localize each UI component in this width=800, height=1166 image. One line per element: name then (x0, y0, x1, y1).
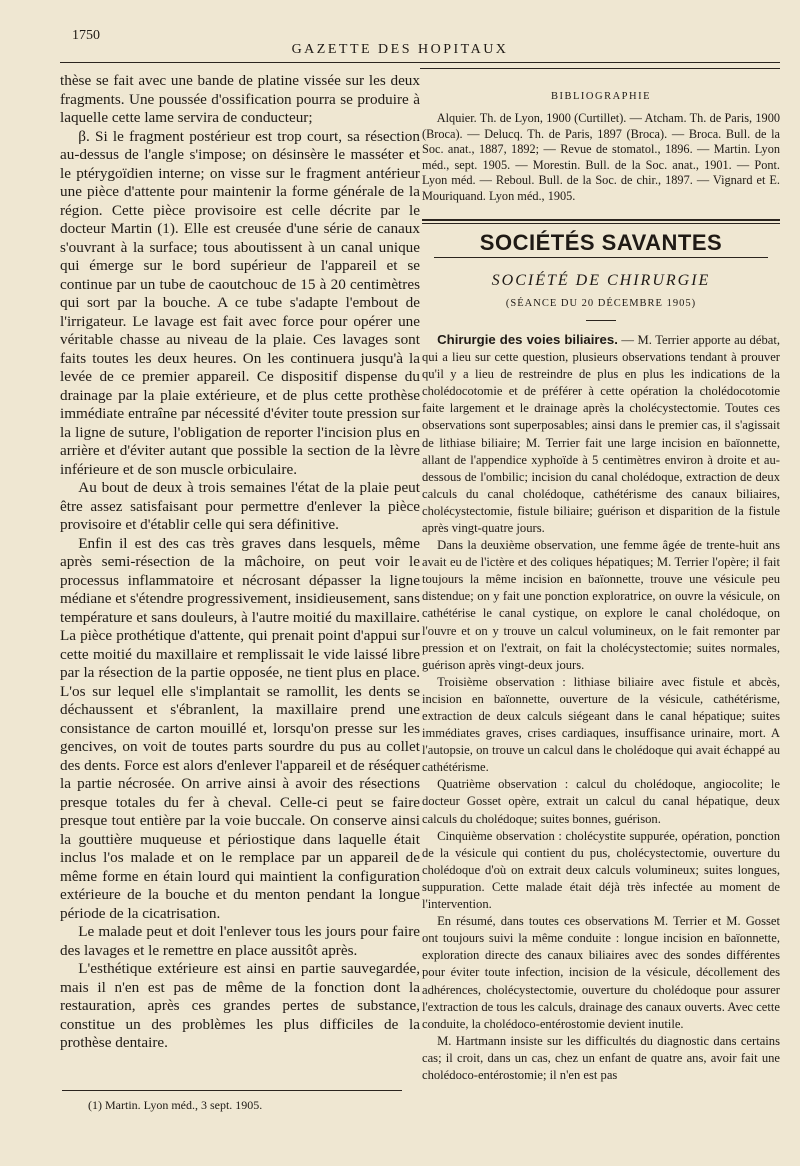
section-rule-top-thin (422, 223, 780, 224)
paragraph: thèse se fait avec une bande de platine vissée sur les deux fragments. Une poussée d'ossification pourra se produire à laquelle cette lame servira de conducteur; (60, 72, 420, 126)
section-rule-top (422, 219, 780, 221)
paragraph: Dans la deuxième observation, une femme âgée de trente-huit ans avait eu de l'ictère et des coliques hépatiques; M. Terrier l'opère; il fait toujours la même incision en baïonnette, trouve une vésicule peu distendue; on y fait une ponction exploratrice, on ouvre la vésicule, on cathétérise le canal cystique, on explore le canal cholédoque, on l'ouvre et on y trouve un calcul volumineux, on le fait remonter par pression et on l'extrait, on fait la cholécystectomie; suites normales, guérison après vingt-deux jours. (422, 538, 780, 672)
paragraph: Troisième observation : lithiase biliaire avec fistule et abcès, incision en baïonnette, ouverture de la vésicule, cathétérisme, extraction de deux calculs siégeant dans le canal hépatique; suites immédiates graves, crises cardiaques, insuffisance urinaire, mort. A l'autopsie, on trouve un calcul dans le cholédoque qui avait échappé au cathétérisme. (422, 674, 780, 775)
paragraph: En résumé, dans toutes ces observations M. Terrier et M. Gosset ont toujours suivi la même conduite : longue incision en baïonnette, exploration directe des canaux biliaires avec des sondes différentes pour éviter toute infection, incision de la vésicule, décollement des adhérences, cholécystectomie, ouverture du cholédoque pour assurer l'extraction de tous les calculs, drainage des canaux ouverts. Avec cette conduite, la cholédoco-entérostomie devient inutile. (422, 914, 780, 1031)
paragraph: β. Si le fragment postérieur est trop court, sa résection au-dessus de l'angle s'impose; on désinsère le masséter et le ptérygoïdien interne; on visse sur le fragment antérieur une pièce d'attente pour maintenir la forme générale de la région. Cette pièce provisoire est celle décrite par le docteur Martin (1). Elle est creusée d'une série de canaux s'ouvrant à la surface; tous aboutissent à un canal unique qui émerge sur le bord supérieur de l'appareil et se continue par un tube de caoutchouc de 15 à 20 centimètres qui sort par la bouche. A ce tube s'adapte l'embout de l'irrigateur. Le lavage est fait avec force pour opérer une véritable chasse au niveau de la plaie. Ces lavages sont faits toutes les deux heures. On les continuera jusqu'à la levée de ce premier appareil. Ce dispositif dispense du drainage par la plaie extérieure, et de plus cette prothèse immédiate entraîne par nécessité d'éviter toute pression sur la ligne de suture, l'obligation de reporter l'incision plus en arrière et d'éviter autant que possible la section de la lèvre inférieure et de son muscle orbiculaire. (60, 127, 420, 478)
paragraph: Cinquième observation : cholécystite suppurée, opération, ponction de la vésicule qui contient du pus, cholécystectomie, ouverture du cholédoque d'où on extrait deux calculs volumineux; suites longues, suppuration. Cette malade était déjà très infectée au moment de l'intervention. (422, 828, 780, 912)
left-column (60, 72, 420, 1053)
section-title: SOCIÉTÉS SAVANTES (479, 229, 723, 255)
paragraph: Enfin il est des cas très graves dans lesquels, même après semi-résection de la mâchoire, on peut voir le processus inflammatoire et nécrosant dépasser la ligne médiane et s'étendre progressivement, insidieusement, sans température et sans douleurs, à l'autre moitié du maxillaire. La pièce prothétique d'attente, qui prenait point d'appui sur cette moitié du maxillaire et remplissait le vide laissé libre par la résection de la partie opposée, ne tient plus en place. L'os sur lequel elle s'implantait se ramollit, les dents se déchaussent et s'ébranlent, la maxillaire prend une consistance de carton mouillé et, lorsqu'on presse sur les gencives, on voit de toutes parts sourdre du pus au collet des dents. Force est alors d'enlever l'appareil et de réséquer la partie nécrosée. On arrive ainsi à avoir des résections presque totales du fer à cheval. Celle-ci peut se faire presque tout entière par la voie buccale. On conserve ainsi la gouttière muqueuse et périostique dans laquelle était inclus l'os malade et on le remplace par un appareil de même forme en étain lourd qui maintient la configuration extérieure de la bouche et du menton pendant la longue période de la cicatrisation. (60, 534, 420, 922)
running-title: GAZETTE DES HOPITAUX (291, 42, 509, 57)
paragraph: L'esthétique extérieure est ainsi en partie sauvegardée, mais il n'en est pas de même de la fonction dont la restauration, après ces grandes pertes de substance, constitue un des problèmes les plus difficiles de la prothèse dentaire. (60, 960, 420, 1051)
footnote: (1) Martin. Lyon méd., 3 sept. 1905. (88, 1098, 263, 1112)
header-rule (60, 62, 780, 63)
society-title: SOCIÉTÉ DE CHIRURGIE (491, 271, 711, 289)
page-number: 1750 (72, 28, 100, 43)
header-rule-right (420, 68, 780, 69)
short-divider (586, 320, 616, 321)
paragraph (422, 331, 780, 537)
footnote-rule (62, 1090, 402, 1091)
bibliography-text: Alquier. Th. de Lyon, 1900 (Curtillet). — Atcham. Th. de Paris, 1900 (Broca). — Delucq. Th. de Paris, 1897 (Broca). — Broca. Bull. de la Soc. anat., 1887, 1892; — Revue de stomatol., 1896. — Martin. Lyon méd., sept. 1905. — Morestin. Bull. de la Soc. anat., 1901. — Pont. Lyon méd. — Reboul. Bull. de la Soc. de chir., 1897. — Vignard et E. Mouriquand. Lyon méd., 1905. (422, 111, 780, 204)
topic-heading: Chirurgie des voies biliaires. (437, 331, 618, 347)
paragraph: Le malade peut et doit l'enlever tous les jours pour faire des lavages et le remettre en place aussitôt après. (60, 923, 420, 959)
paragraph: M. Hartmann insiste sur les difficultés du diagnostic dans certains cas; il croit, dans un cas, chez un enfant de quatre ans, avoir fait une cholédoco-entérostomie; il n'en est pas (422, 1033, 780, 1082)
paragraph-text: — M. Terrier apporte au débat, qui a lieu sur cette question, plusieurs observations tendant à prouver qu'il y a lieu de restreindre de plus en plus les indications de la cholédocotomie et de préférer à cette opération la cholédocotomie faite largement et le drainage après la cholécystectomie. Toutes ces observations sont superposables; ainsi dans le premier cas, il s'agissait de lithiase biliaire; M. Terrier fait une large incision en baïonnette, allant de l'appendice xyphoïde à 5 centimètres environ à droite et au-dessous de l'ombilic; incision du canal cholédoque, extraction de deux calculs du canal cholédoque, cathétérisme des canaux biliaires, cholécystectomie, fistule biliaire; guérison et disparition de la fistule après vingt-quatre jours. (422, 332, 780, 535)
section-rule-bottom (434, 257, 768, 258)
right-column (422, 88, 780, 1084)
paragraph: Quatrième observation : calcul du cholédoque, angiocolite; le docteur Gosset opère, extrait un calcul du canal hépatique, deux calculs du cholédoque; suites bonnes, guérison. (422, 777, 780, 826)
bibliography-title: BIBLIOGRAPHIE (551, 91, 651, 102)
seance-date: (SÉANCE DU 20 DÉCEMBRE 1905) (505, 297, 697, 309)
paragraph: Au bout de deux à trois semaines l'état de la plaie peut être assez satisfaisant pour permettre d'enlever la pièce provisoire et d'établir celle qui sera définitive. (60, 479, 420, 533)
